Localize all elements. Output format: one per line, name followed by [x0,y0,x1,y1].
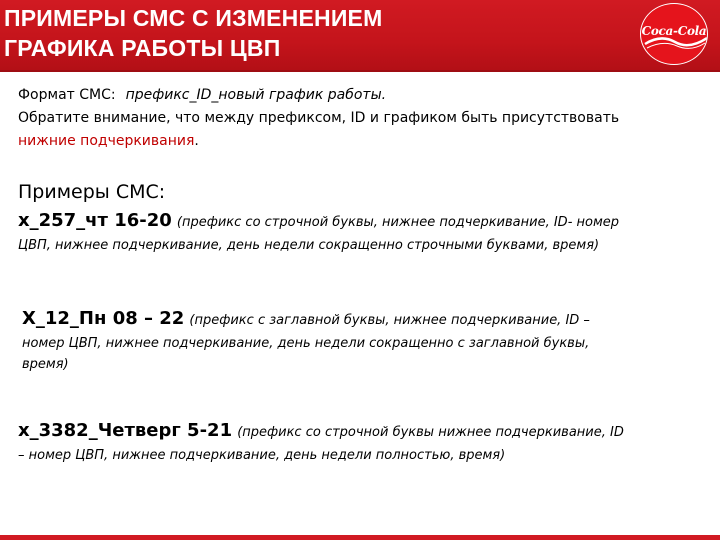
example-item [22,308,712,375]
format-value: префикс_ID_новый график работы. [125,87,387,103]
format-line [18,84,708,107]
header-divider [0,70,720,72]
format-label: Формат СМС: [18,87,116,103]
page-title [4,3,564,63]
format-note-line-2 [18,130,708,153]
example-desc-line-2-text: номер ЦВП, нижнее подчеркивание, день недели сокращенно с заглавной буквы, [22,336,590,351]
footer-line [0,535,720,540]
coca-cola-logo-icon [640,3,708,65]
example-desc-line-3: время) [22,357,69,372]
format-note-highlight: нижние подчеркивания [18,133,195,149]
example-desc-line-1: (префикс со строчной буквы нижнее подчеркивание, ID [237,425,624,440]
logo-text: Coca-Cola [641,24,707,38]
example-code: X_12_Пн 08 – 22 [22,308,185,329]
format-section [18,84,708,153]
example-desc-line-1: (префикс с заглавной буквы, нижнее подчеркивание, ID – [189,313,590,328]
example-desc-line-1: (префикс со строчной буквы, нижнее подчеркивание, ID- номер [176,215,620,230]
example-desc-line-2: ЦВП, нижнее подчеркивание, день недели сокращенно строчными буквами, время) [18,238,600,253]
example-item [18,420,708,466]
example-desc-line-2: – номер ЦВП, нижнее подчеркивание, день недели полностью, время) [18,448,506,463]
title-line-2: ГРАФИКА РАБОТЫ ЦВП [4,35,281,61]
format-note-end: . [194,133,199,149]
example-code: x_257_чт 16-20 [18,210,172,231]
example-code: x_3382_Четверг 5-21 [18,420,233,441]
header-banner [0,0,720,70]
examples-title: Примеры СМС: [18,181,166,203]
title-line-1: ПРИМЕРЫ СМС С ИЗМЕНЕНИЕМ [4,5,383,31]
example-desc-line-2 [22,333,712,375]
example-item [18,210,708,256]
format-note-line-1: Обратите внимание, что между префиксом, ID и графиком быть присутствовать [18,110,620,126]
